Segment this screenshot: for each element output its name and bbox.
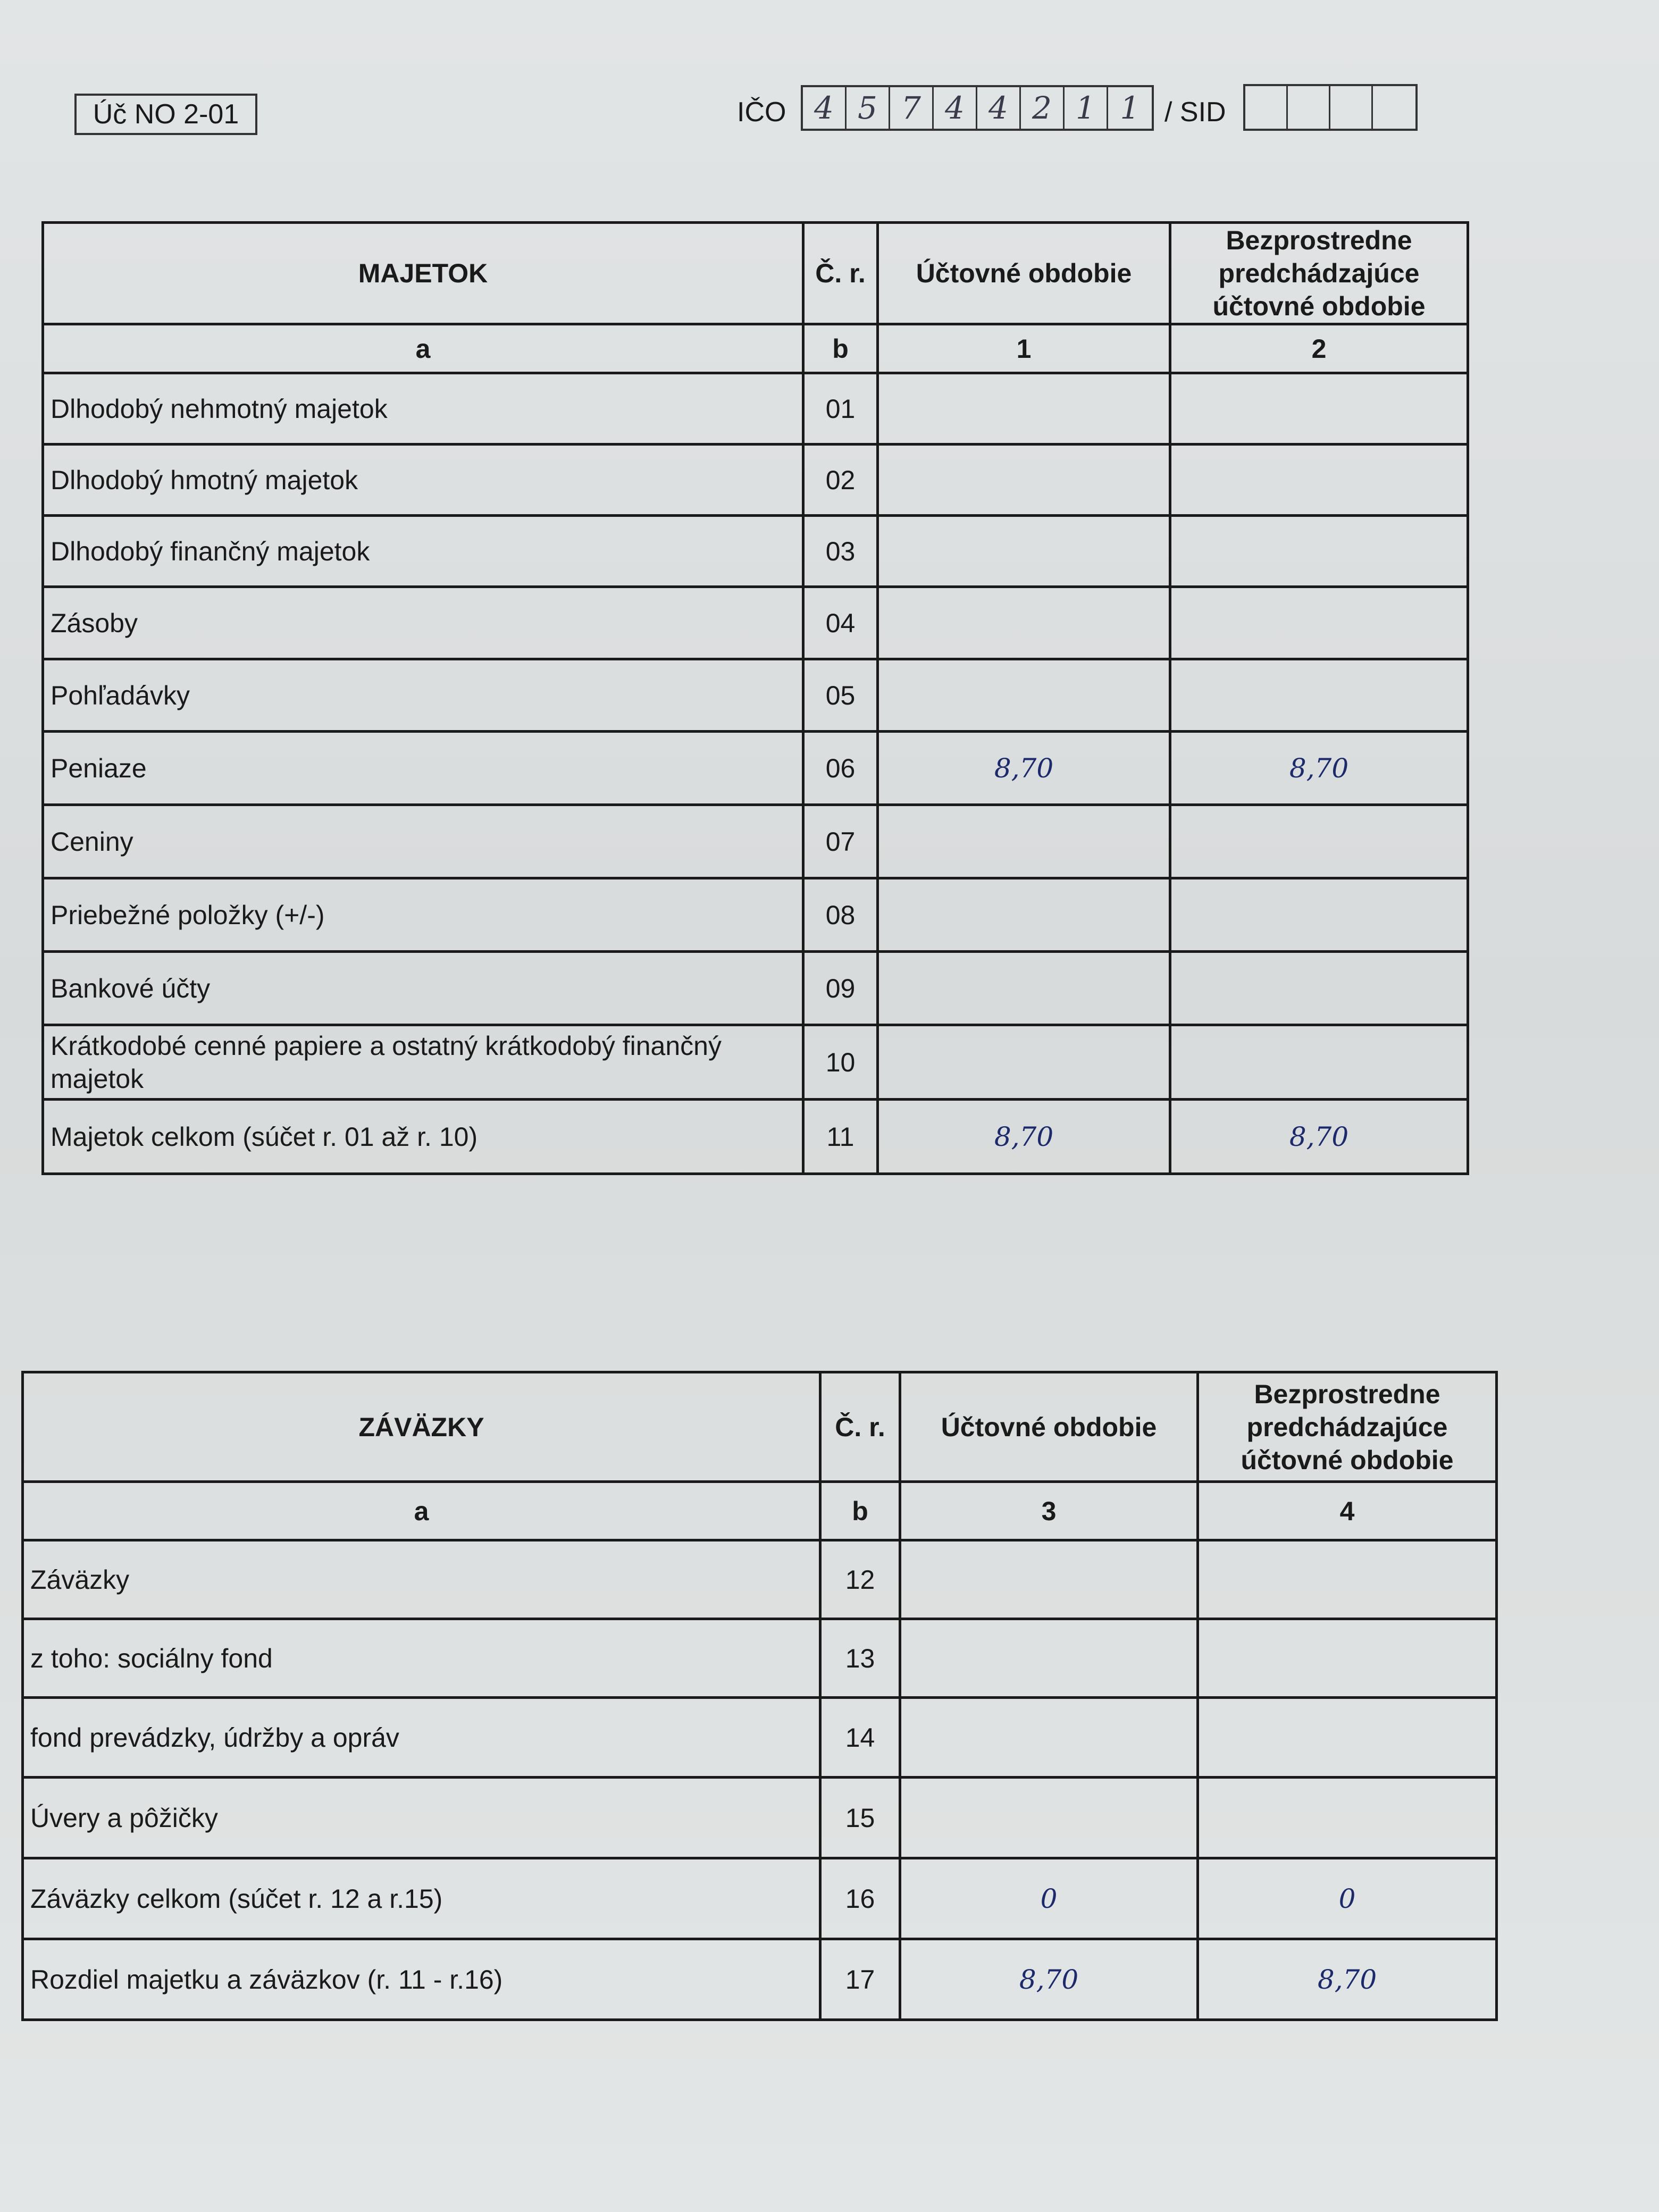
row-label: Zásoby: [43, 587, 803, 659]
subheader-4: 4: [1198, 1482, 1497, 1540]
previous-period-header: Bezprostredne predchádzajúce účtovné obdobie: [1170, 223, 1468, 324]
subheader-a: a: [23, 1482, 820, 1540]
previous-value[interactable]: [1170, 1025, 1468, 1100]
form-code: Úč NO 2-01: [74, 94, 257, 135]
table-row-difference: [23, 1939, 1497, 2020]
row-number-header: Č. r.: [803, 223, 878, 324]
table-row: [43, 1025, 1468, 1100]
subheader-a: a: [43, 324, 803, 373]
subheader-1: 1: [878, 324, 1170, 373]
ico-digit[interactable]: 1: [1120, 90, 1140, 126]
subheader-3: 3: [900, 1482, 1198, 1540]
subheader-2: 2: [1170, 324, 1468, 373]
table-row: [43, 732, 1468, 805]
previous-value[interactable]: [1170, 659, 1468, 732]
sid-field[interactable]: [1243, 84, 1418, 131]
table-row: [43, 878, 1468, 952]
current-value[interactable]: [878, 805, 1170, 878]
current-value[interactable]: [878, 878, 1170, 952]
assets-title: MAJETOK: [43, 223, 803, 324]
row-label: Rozdiel majetku a záväzkov (r. 11 - r.16): [23, 1939, 820, 2020]
current-value[interactable]: [900, 1698, 1198, 1778]
current-value[interactable]: [878, 952, 1170, 1025]
row-label: Záväzky celkom (súčet r. 12 a r.15): [23, 1858, 820, 1939]
row-label: Úvery a pôžičky: [23, 1778, 820, 1858]
table-row: [43, 952, 1468, 1025]
previous-value[interactable]: [1170, 445, 1468, 516]
row-label: Dlhodobý hmotný majetok: [43, 445, 803, 516]
assets-table: [41, 221, 1469, 1175]
row-number: 04: [803, 587, 878, 659]
row-number: 08: [803, 878, 878, 952]
previous-value[interactable]: [1198, 1698, 1497, 1778]
row-label: Bankové účty: [43, 952, 803, 1025]
previous-value[interactable]: 0: [1198, 1858, 1497, 1939]
current-value[interactable]: [900, 1619, 1198, 1698]
row-number: 10: [803, 1025, 878, 1100]
previous-value[interactable]: 8,70: [1198, 1939, 1497, 2020]
row-number: 06: [803, 732, 878, 805]
row-label: Peniaze: [43, 732, 803, 805]
ico-label: IČO: [737, 97, 786, 128]
row-label: Pohľadávky: [43, 659, 803, 732]
current-value[interactable]: 0: [900, 1858, 1198, 1939]
current-value[interactable]: 8,70: [878, 1100, 1170, 1174]
previous-value[interactable]: [1198, 1619, 1497, 1698]
current-value[interactable]: [878, 373, 1170, 445]
current-value[interactable]: [878, 516, 1170, 587]
previous-period-header: Bezprostredne predchádzajúce účtovné obdobie: [1198, 1372, 1497, 1482]
subheader-b: b: [820, 1482, 900, 1540]
subheader-b: b: [803, 324, 878, 373]
previous-value[interactable]: [1170, 805, 1468, 878]
previous-value[interactable]: [1170, 952, 1468, 1025]
row-number: 03: [803, 516, 878, 587]
row-label: Záväzky: [23, 1540, 820, 1619]
liabilities-title: ZÁVÄZKY: [23, 1372, 820, 1482]
row-number: 09: [803, 952, 878, 1025]
table-row: [43, 587, 1468, 659]
row-number: 07: [803, 805, 878, 878]
row-label: Majetok celkom (súčet r. 01 až r. 10): [43, 1100, 803, 1174]
ico-digit[interactable]: 7: [890, 87, 934, 129]
row-label: fond prevádzky, údržby a opráv: [23, 1698, 820, 1778]
previous-value[interactable]: [1170, 373, 1468, 445]
row-label: z toho: sociálny fond: [23, 1619, 820, 1698]
current-value[interactable]: [900, 1540, 1198, 1619]
row-label: Priebežné položky (+/-): [43, 878, 803, 952]
current-period-header: Účtovné obdobie: [878, 223, 1170, 324]
ico-digit[interactable]: 5: [847, 87, 890, 129]
ico-digit[interactable]: 4: [934, 87, 977, 129]
sid-label: / SID: [1164, 97, 1226, 128]
row-number: 11: [803, 1100, 878, 1174]
current-value[interactable]: 8,70: [878, 732, 1170, 805]
table-row: [43, 373, 1468, 445]
current-value[interactable]: 8,70: [900, 1939, 1198, 2020]
row-number: 17: [820, 1939, 900, 2020]
row-number: 12: [820, 1540, 900, 1619]
sid-box[interactable]: [1373, 86, 1415, 129]
row-number: 02: [803, 445, 878, 516]
ico-digit[interactable]: 4: [803, 87, 847, 129]
previous-value[interactable]: 8,70: [1170, 732, 1468, 805]
row-number: 16: [820, 1858, 900, 1939]
previous-value[interactable]: [1170, 878, 1468, 952]
table-row: [23, 1540, 1497, 1619]
current-period-header: Účtovné obdobie: [900, 1372, 1198, 1482]
row-label: Dlhodobý finančný majetok: [43, 516, 803, 587]
row-number: 01: [803, 373, 878, 445]
current-value[interactable]: [878, 659, 1170, 732]
row-number: 14: [820, 1698, 900, 1778]
current-value[interactable]: [878, 1025, 1170, 1100]
table-row: [23, 1698, 1497, 1778]
liabilities-table: [21, 1371, 1498, 2021]
sid-box[interactable]: [1330, 86, 1373, 129]
ico-digit[interactable]: 4: [977, 87, 1021, 129]
previous-value[interactable]: [1170, 516, 1468, 587]
row-label: Ceniny: [43, 805, 803, 878]
current-value[interactable]: [878, 587, 1170, 659]
ico-digit[interactable]: 1: [1065, 87, 1108, 129]
row-number: 13: [820, 1619, 900, 1698]
table-row-total: [23, 1858, 1497, 1939]
table-row: [43, 805, 1468, 878]
previous-value[interactable]: [1170, 587, 1468, 659]
table-row: [23, 1619, 1497, 1698]
row-label: Krátkodobé cenné papiere a ostatný krátkodobý finančný majetok: [43, 1025, 803, 1100]
row-number: 05: [803, 659, 878, 732]
row-number: 15: [820, 1778, 900, 1858]
sid-box[interactable]: [1245, 86, 1288, 129]
previous-value[interactable]: 8,70: [1170, 1100, 1468, 1174]
ico-field[interactable]: [801, 85, 1154, 131]
table-row: [43, 445, 1468, 516]
previous-value[interactable]: [1198, 1778, 1497, 1858]
table-row: [23, 1778, 1497, 1858]
row-number-header: Č. r.: [820, 1372, 900, 1482]
current-value[interactable]: [900, 1778, 1198, 1858]
sid-box[interactable]: [1288, 86, 1330, 129]
table-row-total: [43, 1100, 1468, 1174]
ico-digit[interactable]: 2: [1021, 87, 1065, 129]
current-value[interactable]: [878, 445, 1170, 516]
table-row: [43, 516, 1468, 587]
previous-value[interactable]: [1198, 1540, 1497, 1619]
table-row: [43, 659, 1468, 732]
row-label: Dlhodobý nehmotný majetok: [43, 373, 803, 445]
